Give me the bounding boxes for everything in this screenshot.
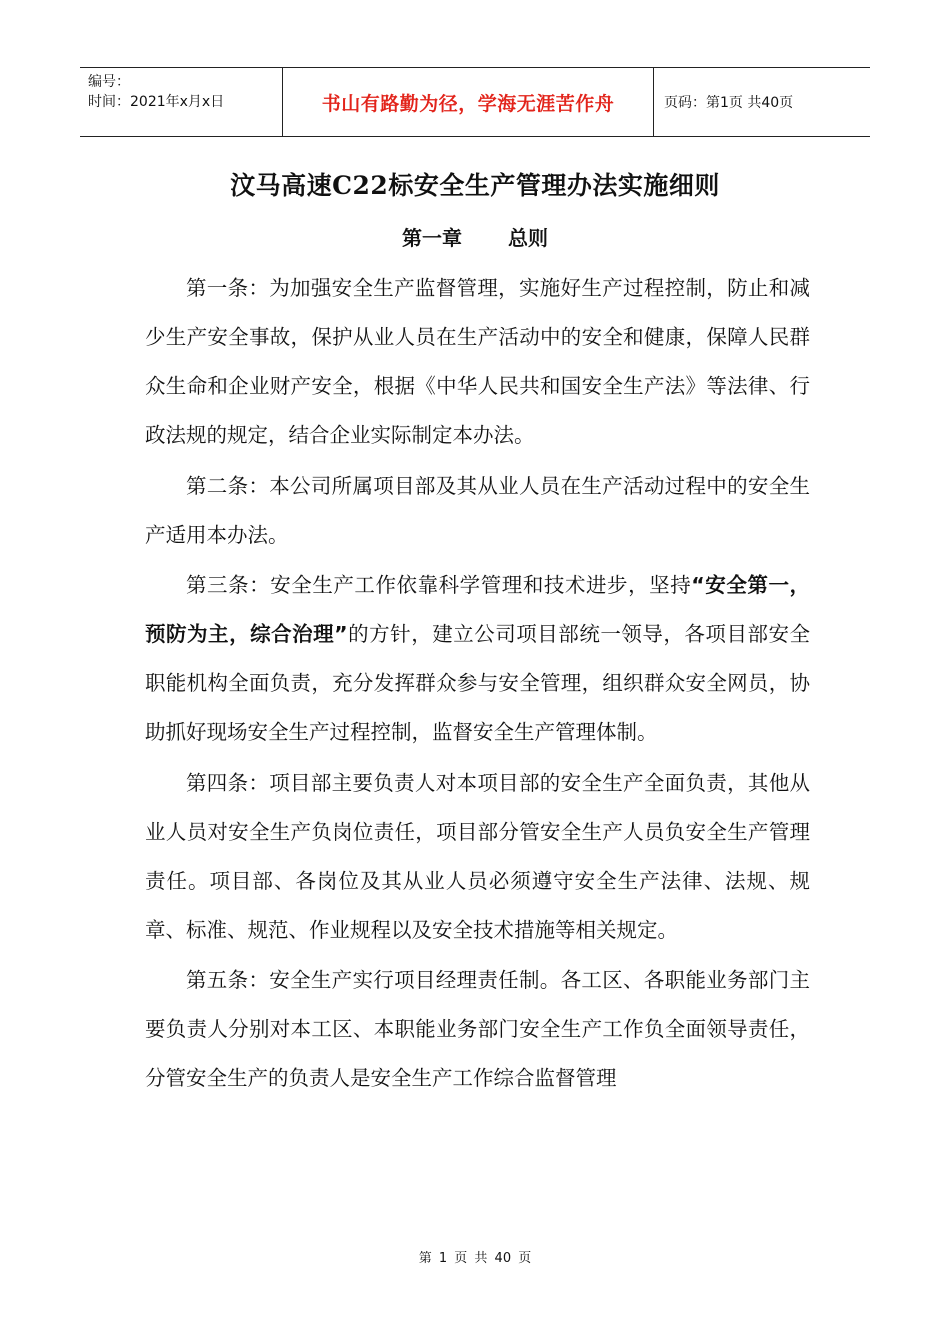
header-page-info	[654, 68, 870, 136]
chapter-number: 第一章	[402, 226, 462, 250]
chapter-name: 总则	[508, 226, 548, 250]
document-number-label: 编号：	[88, 74, 130, 90]
article-5: 第五条：安全生产实行项目经理责任制。各工区、各职能业务部门主要负责人分别对本工区、本职能业务部门安全生产工作负全面领导责任，分管安全生产的负责人是安全生产工作综合监督管理	[145, 968, 810, 1090]
document-title: 汶马高速C22标安全生产管理办法实施细则	[230, 171, 720, 200]
article-3-policy: “安全第一，预防为主，综合治理”	[145, 573, 810, 646]
header-motto	[282, 68, 654, 136]
article-2: 第二条：本公司所属项目部及其从业人员在生产活动过程中的安全生产适用本办法。	[145, 473, 810, 547]
motto-text: 书山有路勤为径，学海无涯苦作舟	[321, 92, 615, 115]
header-meta	[80, 68, 282, 136]
article-3-post: 的方针，建立公司项目部统一领导，各项目部安全职能机构全面负责，充分发挥群众参与安全管理，组织群众安全网员，协助抓好现场安全生产过程控制，监督安全生产管理体制。	[145, 622, 810, 744]
article-3	[145, 561, 810, 757]
article-1: 第一条：为加强安全生产监督管理，实施好生产过程控制，防止和减少生产安全事故，保护从业人员在生产活动中的安全和健康，保障人民群众生命和企业财产安全，根据《中华人民共和国安全生产法》等法律、行政法规的规定，结合企业实际制定本办法。	[145, 276, 810, 447]
article-3-pre: 第三条：安全生产工作依靠科学管理和技术进步，坚持	[186, 573, 692, 597]
chapter-heading	[0, 222, 950, 251]
document-time-label: 时间：2021年x月x日	[88, 94, 225, 110]
document-header	[80, 67, 870, 137]
page-info-text: 页码：第1页 共40页	[664, 95, 794, 111]
article-4: 第四条：项目部主要负责人对本项目部的安全生产全面负责，其他从业人员对安全生产负岗位责任，项目部分管安全生产人员负安全生产管理责任。项目部、各岗位及其从业人员必须遵守安全生产法律、法规、规章、标准、规范、作业规程以及安全技术措施等相关规定。	[145, 770, 810, 942]
page-footer: 第 1 页 共 40 页	[418, 1251, 532, 1266]
document-body	[145, 264, 810, 1105]
